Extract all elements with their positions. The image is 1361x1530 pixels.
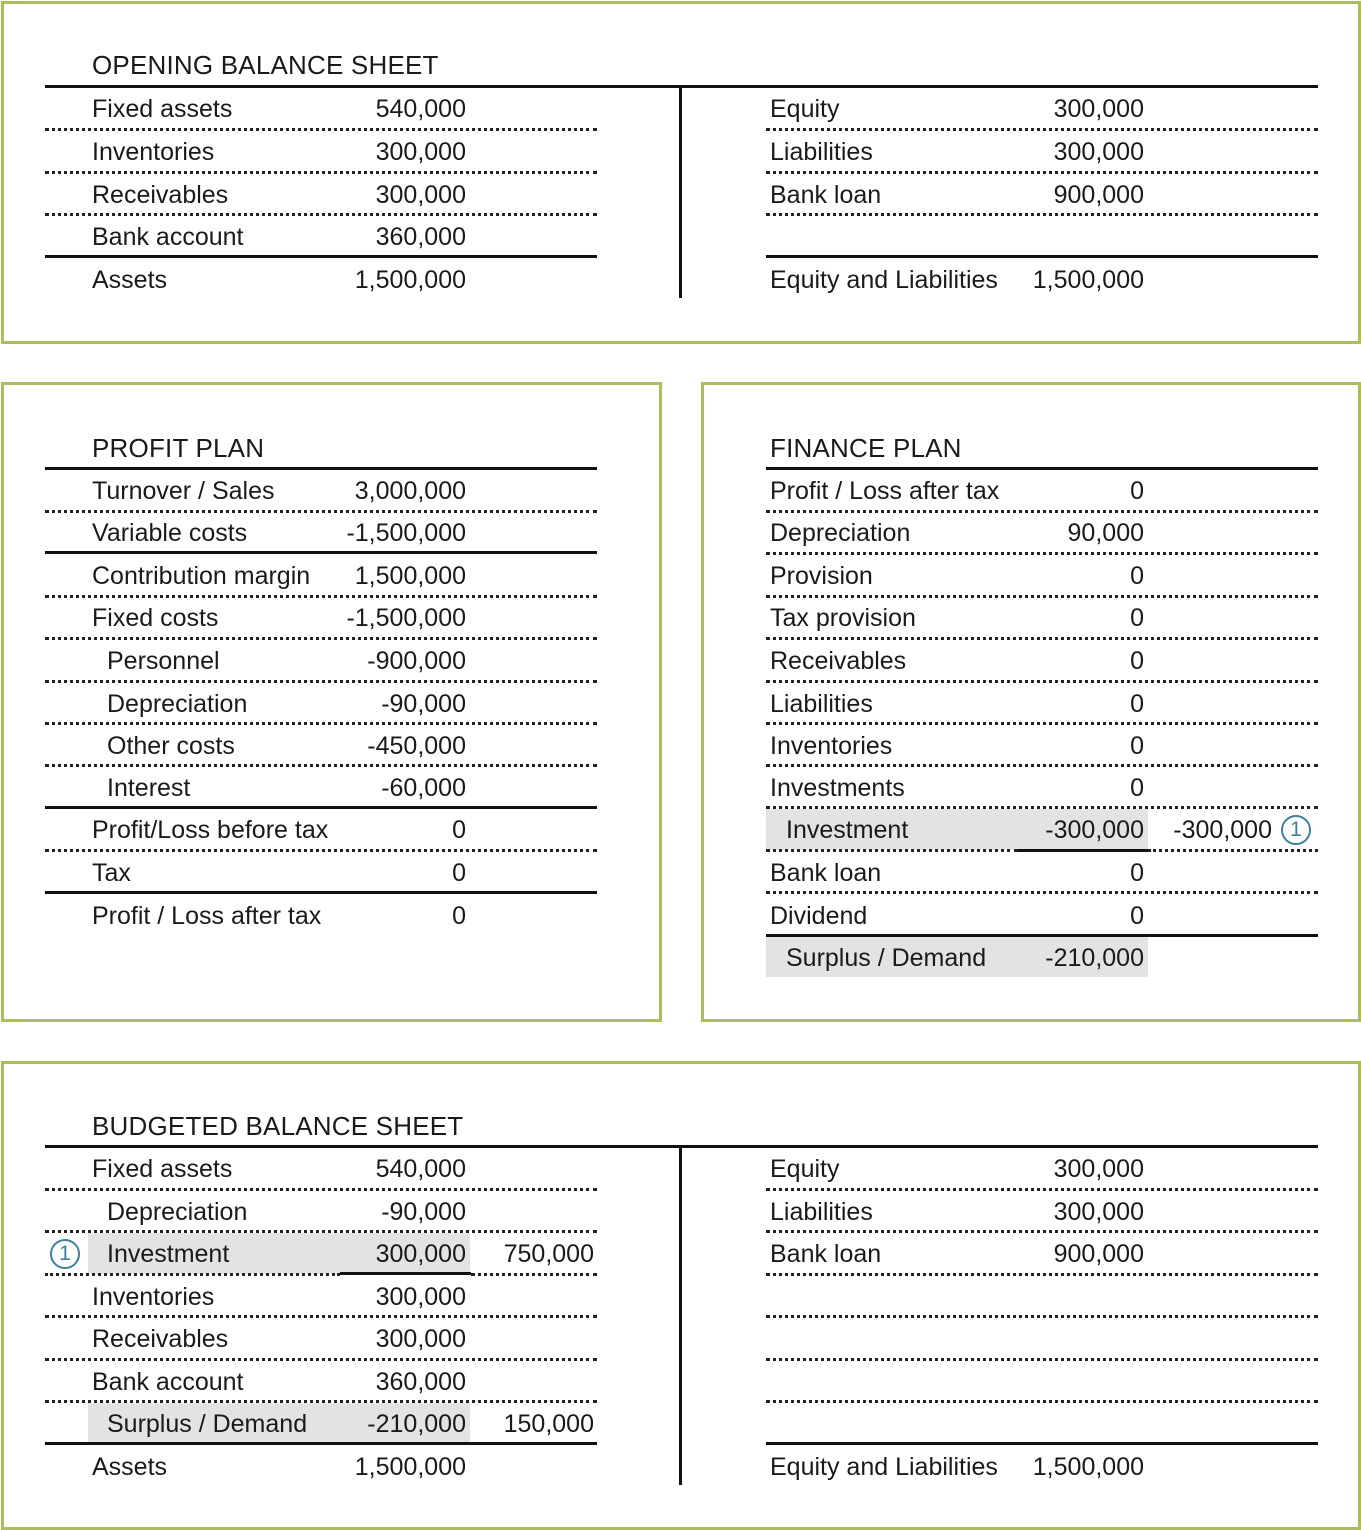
row-label: Turnover / Sales (92, 477, 275, 505)
row-label: Fixed costs (92, 604, 219, 632)
finance-row (680, 767, 1360, 809)
row-value: 300,000 (375, 138, 466, 166)
budgeted-asset-row (0, 1148, 680, 1190)
row-label: Equity (770, 1155, 840, 1183)
finance-row (680, 725, 1360, 767)
row-label: Liabilities (770, 1198, 873, 1226)
row-label: Depreciation (107, 1198, 248, 1226)
budgeted-liabilities-total-rule (766, 1442, 1318, 1445)
opening-asset-row (0, 88, 680, 130)
row-value: -210,000 (1045, 944, 1144, 972)
row-value: 300,000 (375, 1240, 466, 1268)
row-label: Other costs (107, 732, 235, 760)
finance-row (680, 597, 1360, 639)
row-label: Profit / Loss after tax (92, 902, 322, 930)
row-label: Bank account (92, 1368, 244, 1396)
current-assets-subtotal: 150,000 (503, 1410, 594, 1438)
finance-row (680, 470, 1360, 512)
row-value: -90,000 (381, 690, 466, 718)
profit-row (0, 555, 660, 597)
opening-assets-total-row (0, 259, 680, 301)
finance-row (680, 852, 1360, 894)
budgeted-asset-row (0, 1361, 680, 1403)
finance-row (680, 640, 1360, 682)
profit-row (0, 470, 660, 512)
row-label: Bank loan (770, 1240, 882, 1268)
profit-subtotal-rule (45, 551, 597, 554)
profit-row (0, 597, 660, 639)
finance-row (680, 895, 1360, 937)
row-value: 300,000 (1053, 95, 1144, 123)
row-label: Equity (770, 95, 840, 123)
row-value: 1,500,000 (354, 562, 466, 590)
row-label: Assets (92, 1453, 168, 1481)
row-label: Provision (770, 562, 873, 590)
row-value: 540,000 (375, 95, 466, 123)
budgeted-liability-row (680, 1233, 1360, 1275)
opening-asset-row (0, 216, 680, 258)
row-label: Dividend (770, 902, 868, 930)
row-label: Profit / Loss after tax (770, 477, 1000, 505)
row-value: -1,500,000 (346, 519, 466, 547)
row-label: Receivables (92, 1325, 229, 1353)
row-label: Inventories (92, 1283, 215, 1311)
opening-liability-row (680, 88, 1360, 130)
row-value: 0 (1130, 477, 1144, 505)
profit-total-rule (45, 891, 597, 894)
investment-value-rule (340, 1272, 471, 1275)
row-value: 300,000 (375, 181, 466, 209)
row-label: Depreciation (770, 519, 911, 547)
row-label: Inventories (770, 732, 893, 760)
finance-row (680, 937, 1360, 979)
opening-liability-row (680, 131, 1360, 173)
row-value: 0 (1130, 859, 1144, 887)
row-value: 300,000 (1053, 1198, 1144, 1226)
row-label: Tax (92, 859, 131, 887)
finance-row (680, 809, 1360, 851)
row-label: Bank loan (770, 859, 882, 887)
row-label: Equity and Liabilities (770, 1453, 998, 1481)
budgeted-asset-row (0, 1233, 680, 1275)
row-value: 0 (1130, 902, 1144, 930)
row-label: Tax provision (770, 604, 916, 632)
row-value: 3,000,000 (354, 477, 466, 505)
row-value: 300,000 (375, 1283, 466, 1311)
row-value: -210,000 (367, 1410, 466, 1438)
profit-row (0, 725, 660, 767)
row-label: Bank loan (770, 181, 882, 209)
row-label: Investment (107, 1240, 230, 1268)
row-value: -90,000 (381, 1198, 466, 1226)
row-separator (766, 213, 1318, 216)
row-label: Assets (92, 266, 168, 294)
row-value: 1,500,000 (1032, 266, 1144, 294)
row-label: Inventories (92, 138, 215, 166)
row-value: -450,000 (367, 732, 466, 760)
budgeted-assets-total-row (0, 1446, 680, 1488)
row-value: 300,000 (1053, 138, 1144, 166)
row-label: Surplus / Demand (786, 944, 987, 972)
profit-row (0, 683, 660, 725)
row-separator (766, 1358, 1318, 1361)
row-value: -900,000 (367, 647, 466, 675)
row-value: 300,000 (375, 1325, 466, 1353)
row-value: 0 (1130, 647, 1144, 675)
budgeted-assets-total-rule (45, 1442, 597, 1445)
row-value: -60,000 (381, 774, 466, 802)
row-value: 0 (452, 816, 466, 844)
row-value: 540,000 (375, 1155, 466, 1183)
row-label: Fixed assets (92, 1155, 233, 1183)
row-value: 900,000 (1053, 181, 1144, 209)
row-label: Equity and Liabilities (770, 266, 998, 294)
row-value: 900,000 (1053, 1240, 1144, 1268)
profit-row (0, 512, 660, 554)
fixed-assets-subtotal: 750,000 (503, 1240, 594, 1268)
row-separator (766, 1315, 1318, 1318)
row-value: 1,500,000 (354, 266, 466, 294)
row-value: -300,000 (1045, 816, 1144, 844)
row-value: 90,000 (1067, 519, 1144, 547)
row-label: Liabilities (770, 690, 873, 718)
row-value: 1,500,000 (1032, 1453, 1144, 1481)
row-value: 0 (1130, 562, 1144, 590)
row-value: 0 (1130, 732, 1144, 760)
opening-liabilities-total-row (680, 259, 1360, 301)
budgeted-liability-row (680, 1191, 1360, 1233)
budgeted-asset-row (0, 1318, 680, 1360)
opening-liability-row (680, 174, 1360, 216)
row-value: 360,000 (375, 223, 466, 251)
profit-plan-title: PROFIT PLAN (92, 433, 265, 463)
row-separator (766, 1400, 1318, 1403)
profit-row (0, 640, 660, 682)
row-label: Personnel (107, 647, 220, 675)
profit-row (0, 852, 660, 894)
opening-balance-sheet-title: OPENING BALANCE SHEET (92, 50, 439, 80)
row-label: Depreciation (107, 690, 248, 718)
row-label: Interest (107, 774, 191, 802)
row-label: Variable costs (92, 519, 248, 547)
row-label: Surplus / Demand (107, 1410, 308, 1438)
investment-extra-value: -300,000 (1173, 816, 1272, 844)
profit-row (0, 895, 660, 937)
profit-row (0, 767, 660, 809)
finance-row (680, 683, 1360, 725)
footnote-marker: 1 (50, 1239, 80, 1269)
row-value: 300,000 (1053, 1155, 1144, 1183)
budgeted-balance-sheet-title: BUDGETED BALANCE SHEET (92, 1111, 464, 1141)
row-value: 0 (452, 902, 466, 930)
row-value: 0 (452, 859, 466, 887)
row-label: Fixed assets (92, 95, 233, 123)
budgeted-asset-row (0, 1276, 680, 1318)
finance-plan-title: FINANCE PLAN (770, 433, 962, 463)
opening-assets-total-rule (45, 255, 597, 258)
profit-row (0, 809, 660, 851)
row-label: Investments (770, 774, 905, 802)
row-value: 1,500,000 (354, 1453, 466, 1481)
opening-asset-row (0, 131, 680, 173)
row-separator (766, 891, 1318, 894)
row-value: 360,000 (375, 1368, 466, 1396)
budgeted-asset-row (0, 1403, 680, 1445)
row-label: Investment (786, 816, 909, 844)
budgeted-liabilities-total-row (680, 1446, 1360, 1488)
budgeted-liability-row (680, 1148, 1360, 1190)
footnote-marker: 1 (1281, 815, 1311, 845)
opening-asset-row (0, 174, 680, 216)
row-value: 0 (1130, 604, 1144, 632)
opening-liabilities-total-rule (766, 255, 1318, 258)
finance-row (680, 512, 1360, 554)
budgeted-asset-row (0, 1191, 680, 1233)
row-separator (766, 1273, 1318, 1276)
row-label: Liabilities (770, 138, 873, 166)
row-value: 0 (1130, 774, 1144, 802)
row-value: 0 (1130, 690, 1144, 718)
row-label: Bank account (92, 223, 244, 251)
row-value: -1,500,000 (346, 604, 466, 632)
row-label: Receivables (770, 647, 907, 675)
row-label: Receivables (92, 181, 229, 209)
row-label: Profit/Loss before tax (92, 816, 329, 844)
row-label: Contribution margin (92, 562, 311, 590)
finance-row (680, 555, 1360, 597)
